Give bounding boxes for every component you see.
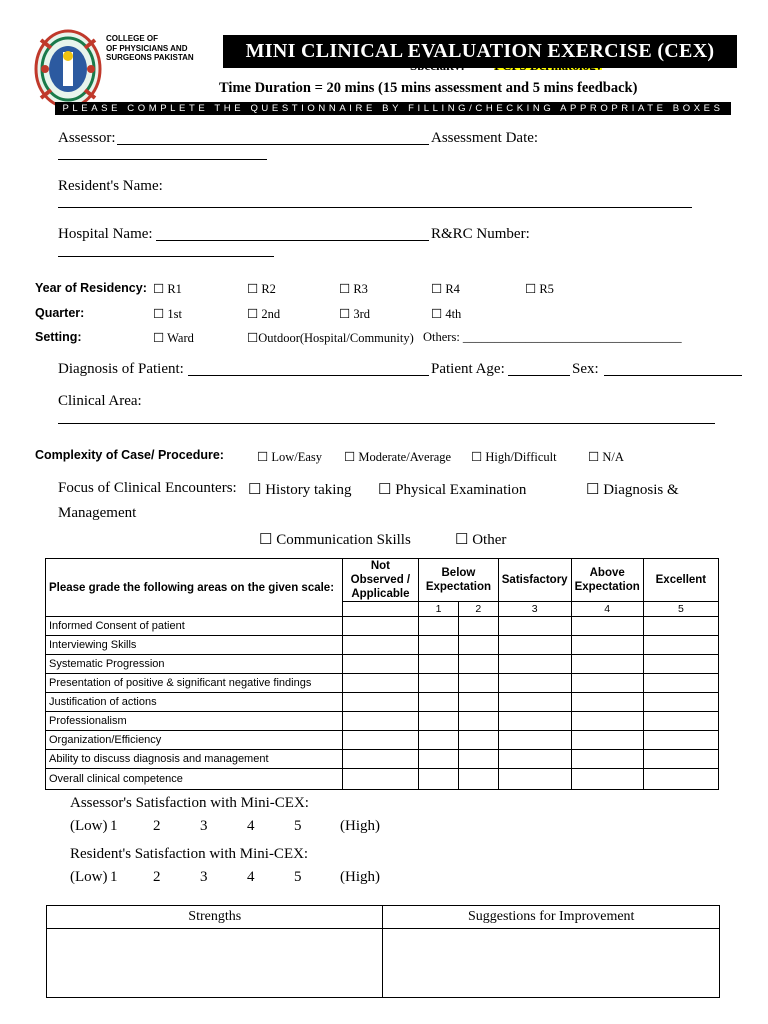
focus-option-physical[interactable]: ☐ Physical Examination [378,482,527,498]
grade-cell[interactable] [342,617,418,636]
row-label: Presentation of positive & significant negative findings [46,674,343,693]
grade-cell[interactable] [419,712,459,731]
residency-option-r4[interactable]: ☐ R4 [431,282,460,296]
clinical-area-label: Clinical Area: [58,393,142,409]
sex-label: Sex: [572,361,599,377]
grade-cell[interactable] [419,655,459,674]
form-title: MINI CLINICAL EVALUATION EXERCISE (CEX) [245,40,715,62]
diagnosis-field[interactable] [188,375,429,376]
complexity-option-low[interactable]: ☐ Low/Easy [257,450,323,464]
residency-option-r3[interactable]: ☐ R3 [339,282,368,296]
grade-cell[interactable] [571,636,643,655]
grade-cell[interactable] [643,693,718,712]
assessment-date-field[interactable] [58,159,267,160]
assessor-scale-5[interactable]: 5 [294,818,302,834]
focus-option-diagnosis[interactable]: ☐ Diagnosis & [586,482,679,498]
resident-scale-1[interactable]: 1 [110,869,118,885]
row-label: Ability to discuss diagnosis and management [46,750,343,769]
grade-cell[interactable] [643,769,718,790]
residency-option-r5[interactable]: ☐ R5 [525,282,554,296]
residency-label: Year of Residency: [35,281,147,295]
header-not-observed: Not Observed / Applicable [342,559,418,602]
grade-cell[interactable] [498,617,571,636]
quarter-option-3rd[interactable]: ☐ 3rd [339,307,370,321]
table-row [46,636,719,655]
table-row [46,750,719,769]
complexity-label: Complexity of Case/ Procedure: [35,448,224,462]
strengths-header: Strengths [47,906,383,929]
feedback-body-row [47,929,720,998]
row-label: Professionalism [46,712,343,731]
resident-name-label: Resident's Name: [58,178,163,194]
grade-cell[interactable] [571,769,643,790]
table-row [46,674,719,693]
grade-cell[interactable] [498,693,571,712]
diagnosis-label: Diagnosis of Patient: [58,361,184,377]
assessor-scale-4[interactable]: 4 [247,818,255,834]
row-label: Justification of actions [46,693,343,712]
rrc-number-label: R&RC Number: [431,226,530,242]
row-label: Informed Consent of patient [46,617,343,636]
header-excellent: Excellent [643,559,718,602]
grade-cell[interactable] [571,674,643,693]
clinical-area-field[interactable] [58,423,715,424]
grade-cell[interactable] [342,636,418,655]
rrc-number-field[interactable] [58,256,274,257]
grade-cell[interactable] [643,655,718,674]
row-label: Interviewing Skills [46,636,343,655]
suggestions-field[interactable] [383,929,720,998]
grade-cell[interactable] [643,674,718,693]
grade-cell[interactable] [643,712,718,731]
resident-name-field[interactable] [58,207,692,208]
resident-scale-5[interactable]: 5 [294,869,302,885]
grade-cell[interactable] [458,750,498,769]
instruction-banner: PLEASE COMPLETE THE QUESTIONNAIRE BY FILLING/CHECKING APPROPRIATE BOXES [55,102,731,115]
grading-header-row [46,559,719,602]
grade-cell[interactable] [571,693,643,712]
table-row [46,617,719,636]
assessor-satisfaction-label: Assessor's Satisfaction with Mini-CEX: [70,795,309,811]
table-row [46,769,719,790]
grade-cell[interactable] [419,693,459,712]
complexity-option-na[interactable]: ☐ N/A [588,450,624,464]
quarter-label: Quarter: [35,306,85,320]
grade-cell[interactable] [458,617,498,636]
quarter-option-1st[interactable]: ☐ 1st [153,307,182,321]
focus-option-history[interactable]: ☐ History taking [248,482,352,498]
scale-number: 5 [643,602,718,617]
patient-age-label: Patient Age: [431,361,505,377]
grading-prompt: Please grade the following areas on the given scale: [46,559,343,617]
table-row [46,693,719,712]
grade-cell[interactable] [342,655,418,674]
scale-number: 3 [498,602,571,617]
residency-option-r1[interactable]: ☐ R1 [153,282,182,296]
assessor-scale-low: (Low) [70,818,108,834]
complexity-option-high[interactable]: ☐ High/Difficult [471,450,557,464]
scale-number: 2 [458,602,498,617]
grade-cell[interactable] [419,674,459,693]
assessor-scale-1[interactable]: 1 [110,818,118,834]
complexity-option-moderate[interactable]: ☐ Moderate/Average [344,450,452,464]
patient-age-field[interactable] [508,375,570,376]
grade-cell[interactable] [458,769,498,790]
assessor-scale-high: (High) [340,818,380,834]
assessor-scale-3[interactable]: 3 [200,818,208,834]
grade-cell[interactable] [458,674,498,693]
strengths-field[interactable] [47,929,383,998]
residency-option-r2[interactable]: ☐ R2 [247,282,276,296]
hospital-name-label: Hospital Name: [58,226,153,242]
college-line: OF PHYSICIANS AND [106,43,188,53]
grade-cell[interactable] [419,769,459,790]
grade-cell[interactable] [342,693,418,712]
header-below-expectation: Below Expectation [419,559,499,602]
grade-cell[interactable] [419,731,459,750]
grade-cell[interactable] [498,674,571,693]
assessor-scale-2[interactable]: 2 [153,818,161,834]
row-label: Organization/Efficiency [46,731,343,750]
row-label: Systematic Progression [46,655,343,674]
grade-cell[interactable] [571,712,643,731]
grade-cell[interactable] [342,750,418,769]
quarter-option-4th[interactable]: ☐ 4th [431,307,462,321]
suggestions-header: Suggestions for Improvement [383,906,720,929]
grade-cell[interactable] [419,617,459,636]
grade-cell[interactable] [458,636,498,655]
resident-scale-low: (Low) [70,869,108,885]
quarter-option-2nd[interactable]: ☐ 2nd [247,307,281,321]
grade-cell[interactable] [419,750,459,769]
grading-table [45,558,719,790]
feedback-table [46,905,720,998]
grade-cell[interactable] [498,712,571,731]
table-row [46,712,719,731]
grade-cell[interactable] [498,636,571,655]
grade-cell[interactable] [571,750,643,769]
setting-label: Setting: [35,330,82,344]
grade-cell[interactable] [571,731,643,750]
table-row [46,731,719,750]
focus-label: Focus of Clinical Encounters: [58,480,237,496]
grade-cell[interactable] [342,731,418,750]
grade-cell[interactable] [498,750,571,769]
grade-cell[interactable] [419,636,459,655]
setting-others-field[interactable]: Others: ___________________________________ [423,330,682,344]
row-label: Overall clinical competence [46,769,343,790]
grade-cell[interactable] [458,731,498,750]
resident-satisfaction-label: Resident's Satisfaction with Mini-CEX: [70,846,309,862]
setting-option-outdoor[interactable]: ☐Outdoor(Hospital/Community) [247,331,414,345]
grade-cell[interactable] [643,617,718,636]
grade-cell[interactable] [458,693,498,712]
grade-cell[interactable] [643,731,718,750]
sex-field[interactable] [604,375,742,376]
resident-scale-4[interactable]: 4 [247,869,255,885]
focus-option-other[interactable]: ☐ Other [455,532,507,548]
focus-option-management: Management [58,505,137,521]
grade-cell[interactable] [498,655,571,674]
college-line: SURGEONS PAKISTAN [106,53,194,62]
focus-option-communication[interactable]: ☐ Communication Skills [259,532,411,548]
table-row [46,655,719,674]
resident-scale-2[interactable]: 2 [153,869,161,885]
form-title-bar [223,35,737,68]
grade-cell[interactable] [571,617,643,636]
assessor-field[interactable] [117,144,429,145]
resident-scale-3[interactable]: 3 [200,869,208,885]
grade-cell[interactable] [643,750,718,769]
header-above-expectation: Above Expectation [571,559,643,602]
grade-cell[interactable] [342,712,418,731]
grade-cell[interactable] [342,674,418,693]
grade-cell[interactable] [498,731,571,750]
scale-number: 4 [571,602,643,617]
college-line: COLLEGE OF [106,34,158,43]
grade-cell[interactable] [643,636,718,655]
grade-cell[interactable] [458,655,498,674]
grade-cell[interactable] [342,769,418,790]
grade-cell[interactable] [498,769,571,790]
time-duration: Time Duration = 20 mins (15 mins assessment and 5 mins feedback) [219,80,638,96]
college-name [106,34,216,63]
cpsp-logo [33,28,103,110]
hospital-name-field[interactable] [156,240,429,241]
assessment-date-label: Assessment Date: [431,130,539,146]
setting-option-ward[interactable]: ☐ Ward [153,331,194,345]
assessor-label: Assessor: [58,130,116,146]
grade-cell[interactable] [571,655,643,674]
header-satisfactory: Satisfactory [498,559,571,602]
scale-number-blank [342,602,418,617]
scale-number: 1 [419,602,459,617]
resident-scale-high: (High) [340,869,380,885]
feedback-header-row [47,906,720,929]
grade-cell[interactable] [458,712,498,731]
